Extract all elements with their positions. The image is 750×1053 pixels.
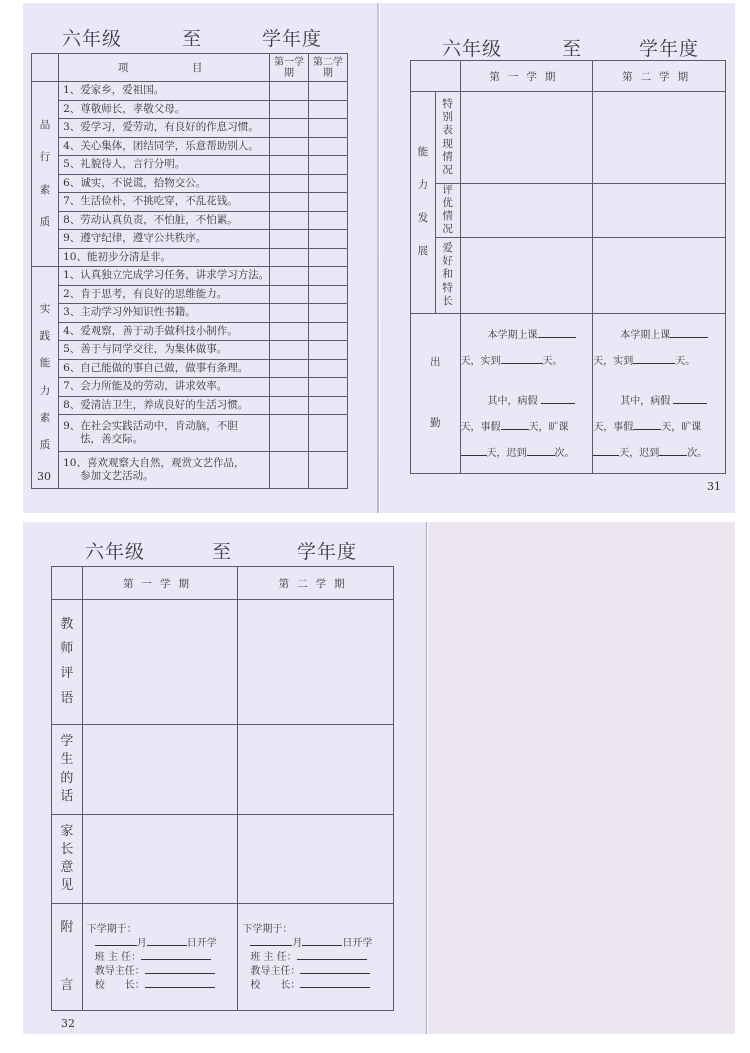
spine-bottom — [426, 522, 427, 1034]
criteria-item: 1、爱家乡，爱祖国。 — [59, 82, 270, 101]
label-char: 长 — [60, 841, 74, 857]
sem1-grade-cell[interactable] — [270, 211, 308, 230]
label-char: 话 — [60, 788, 74, 804]
conduct-table — [31, 53, 348, 489]
attendance-label — [411, 313, 461, 473]
label-char: 生 — [60, 752, 74, 768]
criteria-item: 10、喜欢观察大自然，观赏文艺作品， 参加文艺活动。 — [59, 452, 270, 489]
criteria-item: 9、在社会实践活动中，肯动脑，不胆 怯，善交际。 — [59, 415, 270, 452]
label-char: 评 — [60, 666, 74, 681]
sem1-grade-cell[interactable] — [270, 193, 308, 212]
sem2-grade-cell[interactable] — [308, 211, 347, 230]
sem1-grade-cell[interactable] — [270, 156, 308, 175]
notes-sem2-cell[interactable]: 下学期于： 月 日开学 班 主 任： 教导主任： 校 长： — [238, 904, 394, 1011]
special-sem2-cell[interactable] — [593, 92, 726, 184]
sem1-grade-cell[interactable] — [270, 174, 308, 193]
header-sem2: 第二学期 — [593, 61, 726, 92]
teacher-comments-sem1-cell[interactable] — [82, 600, 238, 725]
criteria-item: 7、生活俭朴，不挑吃穿，不乱花钱。 — [59, 193, 270, 212]
label-char: 品 — [39, 119, 51, 132]
label-char: 展 — [417, 245, 429, 258]
label-char: 的 — [60, 770, 74, 786]
criteria-item: 2、肯于思考，有良好的思维能力。 — [59, 285, 270, 304]
sem2-grade-cell[interactable] — [308, 396, 347, 415]
label-char: 情 — [442, 210, 453, 223]
sem2-grade-cell[interactable] — [308, 230, 347, 249]
sem2-grade-cell[interactable] — [308, 248, 347, 267]
label-char: 力 — [39, 384, 51, 397]
label-char: 别 — [442, 111, 453, 124]
blank-page — [428, 522, 735, 1034]
title-to: 至 — [562, 38, 583, 60]
criteria-item: 4、关心集体，团结同学，乐意帮助别人。 — [59, 137, 270, 156]
label-char: 特 — [442, 98, 453, 111]
awards-sem2-cell[interactable] — [593, 184, 726, 238]
sem2-grade-cell[interactable] — [308, 156, 347, 175]
label-char: 况 — [442, 163, 453, 176]
sem1-grade-cell[interactable] — [270, 137, 308, 156]
criteria-item: 3、爱学习，爱劳动，有良好的作息习惯。 — [59, 119, 270, 138]
special-sem1-cell[interactable] — [460, 92, 593, 184]
page-30-title — [62, 24, 352, 48]
label-char: 情 — [442, 150, 453, 163]
title-to: 至 — [182, 28, 203, 50]
label-char: 特 — [442, 281, 453, 294]
title-to: 至 — [212, 541, 233, 563]
section-label-conduct — [32, 82, 59, 267]
row-label-special — [435, 92, 460, 184]
sem1-grade-cell[interactable] — [270, 285, 308, 304]
label-char: 语 — [60, 690, 74, 706]
label-char: 素 — [39, 411, 51, 424]
student-words-sem2-cell[interactable] — [238, 725, 394, 815]
row-label-awards — [435, 184, 460, 238]
header-sem2: 第二学期 — [238, 567, 394, 600]
sem1-grade-cell[interactable] — [270, 415, 308, 452]
sem2-grade-cell[interactable] — [308, 119, 347, 138]
parent-opinion-sem2-cell[interactable] — [238, 815, 394, 904]
title-grade: 六年级 — [85, 541, 146, 563]
label-char: 优 — [442, 197, 453, 210]
title-year: 学年度 — [297, 541, 358, 563]
label-char: 和 — [442, 268, 453, 281]
sem1-grade-cell[interactable] — [270, 267, 308, 286]
page-number-30: 30 — [37, 470, 51, 483]
sem2-grade-cell[interactable] — [308, 304, 347, 323]
sem2-grade-cell[interactable] — [308, 82, 347, 101]
label-char: 能 — [417, 146, 429, 158]
row-label-parent-opinion — [52, 815, 83, 904]
sem2-grade-cell[interactable] — [308, 359, 347, 378]
criteria-item: 8、爱清洁卫生，养成良好的生活习惯。 — [59, 396, 270, 415]
attendance-sem1-cell[interactable]: 本学期上课 天，实到 天。 其中，病假 天，事假 天，旷课 天，迟到 次。 — [460, 313, 593, 473]
row-label-hobbies — [435, 237, 460, 313]
criteria-item: 4、爱观察，善于动手做科技小制作。 — [59, 322, 270, 341]
sem1-grade-cell[interactable] — [270, 248, 308, 267]
hobbies-sem2-cell[interactable] — [593, 237, 726, 313]
sem1-grade-cell[interactable] — [270, 452, 308, 489]
criteria-item: 10、能初步分清是非。 — [59, 248, 270, 267]
label-char: 现 — [442, 137, 453, 150]
student-words-sem1-cell[interactable] — [82, 725, 238, 815]
row-label-notes — [52, 904, 83, 1011]
header-sem2: 第二学期 — [308, 54, 347, 82]
page-32-title — [85, 537, 385, 561]
row-label-teacher-comments — [52, 600, 83, 725]
comments-table — [51, 566, 394, 1011]
page-number-31: 31 — [707, 480, 721, 493]
title-grade: 六年级 — [442, 38, 503, 60]
header-sem1: 第一学期 — [460, 61, 593, 92]
title-year: 学年度 — [262, 28, 323, 50]
label-char: 长 — [442, 294, 453, 307]
label-char: 附 — [60, 919, 74, 935]
sem2-grade-cell[interactable] — [308, 378, 347, 397]
sem1-grade-cell[interactable] — [270, 359, 308, 378]
title-year: 学年度 — [639, 38, 700, 60]
criteria-item: 5、礼貌待人，言行分明。 — [59, 156, 270, 175]
criteria-item: 7、会力所能及的劳动，讲求效率。 — [59, 378, 270, 397]
criteria-item: 6、自己能做的事自己做，做事有条理。 — [59, 359, 270, 378]
label-char: 质 — [39, 438, 51, 451]
sem1-grade-cell[interactable] — [270, 322, 308, 341]
sem2-grade-cell[interactable] — [308, 322, 347, 341]
header-item: 项 目 — [59, 54, 270, 82]
sem2-grade-cell[interactable] — [308, 452, 347, 489]
sem1-grade-cell[interactable] — [270, 230, 308, 249]
notes-sem1-cell[interactable]: 下学期于： 月 日开学 班 主 任： 教导主任： 校 长： — [82, 904, 238, 1011]
teacher-comments-sem2-cell[interactable] — [238, 600, 394, 725]
ability-label — [411, 92, 436, 314]
parent-opinion-sem1-cell[interactable] — [82, 815, 238, 904]
label-char: 评 — [442, 184, 453, 196]
sem2-grade-cell[interactable] — [308, 100, 347, 119]
label-char: 勤 — [430, 417, 441, 429]
sem1-grade-cell[interactable] — [270, 119, 308, 138]
label-char: 意 — [60, 860, 74, 875]
corner-cell — [411, 61, 461, 92]
sem1-grade-cell[interactable] — [270, 304, 308, 323]
label-char: 家 — [60, 823, 74, 839]
label-char: 素 — [39, 183, 51, 196]
ability-table — [410, 60, 726, 474]
criteria-item: 8、劳动认真负责，不怕脏，不怕累。 — [59, 211, 270, 230]
sem1-grade-cell[interactable] — [270, 341, 308, 360]
label-char: 好 — [442, 255, 453, 268]
spine-top — [377, 3, 379, 513]
sem2-grade-cell[interactable] — [308, 285, 347, 304]
label-char: 言 — [60, 978, 74, 993]
corner-cell — [52, 567, 83, 600]
page-number-32: 32 — [61, 1017, 75, 1030]
label-char: 表 — [442, 124, 453, 137]
attendance-sem2-cell[interactable]: 本学期上课 天，实到 天。 其中，病假 天，事假 天，旷课 天，迟到 次。 — [593, 313, 726, 473]
sem2-grade-cell[interactable] — [308, 267, 347, 286]
label-char: 发 — [417, 212, 429, 225]
label-char: 践 — [39, 330, 51, 343]
sem2-grade-cell[interactable] — [308, 137, 347, 156]
header-sem1: 第一学期 — [82, 567, 238, 600]
corner-cell — [32, 54, 59, 82]
sem1-grade-cell[interactable] — [270, 100, 308, 119]
label-char: 见 — [60, 878, 74, 894]
criteria-item: 6、诚实，不说谎，拾物交公。 — [59, 174, 270, 193]
label-char: 出 — [430, 355, 441, 368]
sem1-grade-cell[interactable] — [270, 378, 308, 397]
label-char: 学 — [60, 734, 74, 750]
title-grade: 六年级 — [62, 28, 123, 50]
awards-sem1-cell[interactable] — [460, 184, 593, 238]
label-char: 师 — [60, 641, 74, 657]
label-char: 能 — [39, 357, 51, 370]
label-char: 实 — [39, 303, 51, 316]
sem2-grade-cell[interactable] — [308, 174, 347, 193]
sem1-grade-cell[interactable] — [270, 82, 308, 101]
label-char: 教 — [60, 616, 74, 632]
criteria-item: 5、善于与同学交往，为集体做事。 — [59, 341, 270, 360]
header-sem1: 第一学期 — [270, 54, 308, 82]
section-label-practice — [32, 267, 59, 489]
criteria-item: 3、主动学习外知识性书籍。 — [59, 304, 270, 323]
sem1-grade-cell[interactable] — [270, 396, 308, 415]
label-char: 行 — [39, 151, 51, 164]
criteria-item: 9、遵守纪律，遵守公共秩序。 — [59, 230, 270, 249]
label-char: 力 — [417, 179, 429, 192]
sem2-grade-cell[interactable] — [308, 193, 347, 212]
sem2-grade-cell[interactable] — [308, 415, 347, 452]
row-label-student-words — [52, 725, 83, 815]
hobbies-sem1-cell[interactable] — [460, 237, 593, 313]
label-char: 爱 — [442, 242, 453, 255]
page-31-title — [442, 34, 732, 58]
label-char: 质 — [39, 215, 51, 228]
criteria-item: 1、认真独立完成学习任务，讲求学习方法。 — [59, 267, 270, 286]
criteria-item: 2、尊敬师长，孝敬父母。 — [59, 100, 270, 119]
sem2-grade-cell[interactable] — [308, 341, 347, 360]
label-char: 况 — [442, 223, 453, 236]
